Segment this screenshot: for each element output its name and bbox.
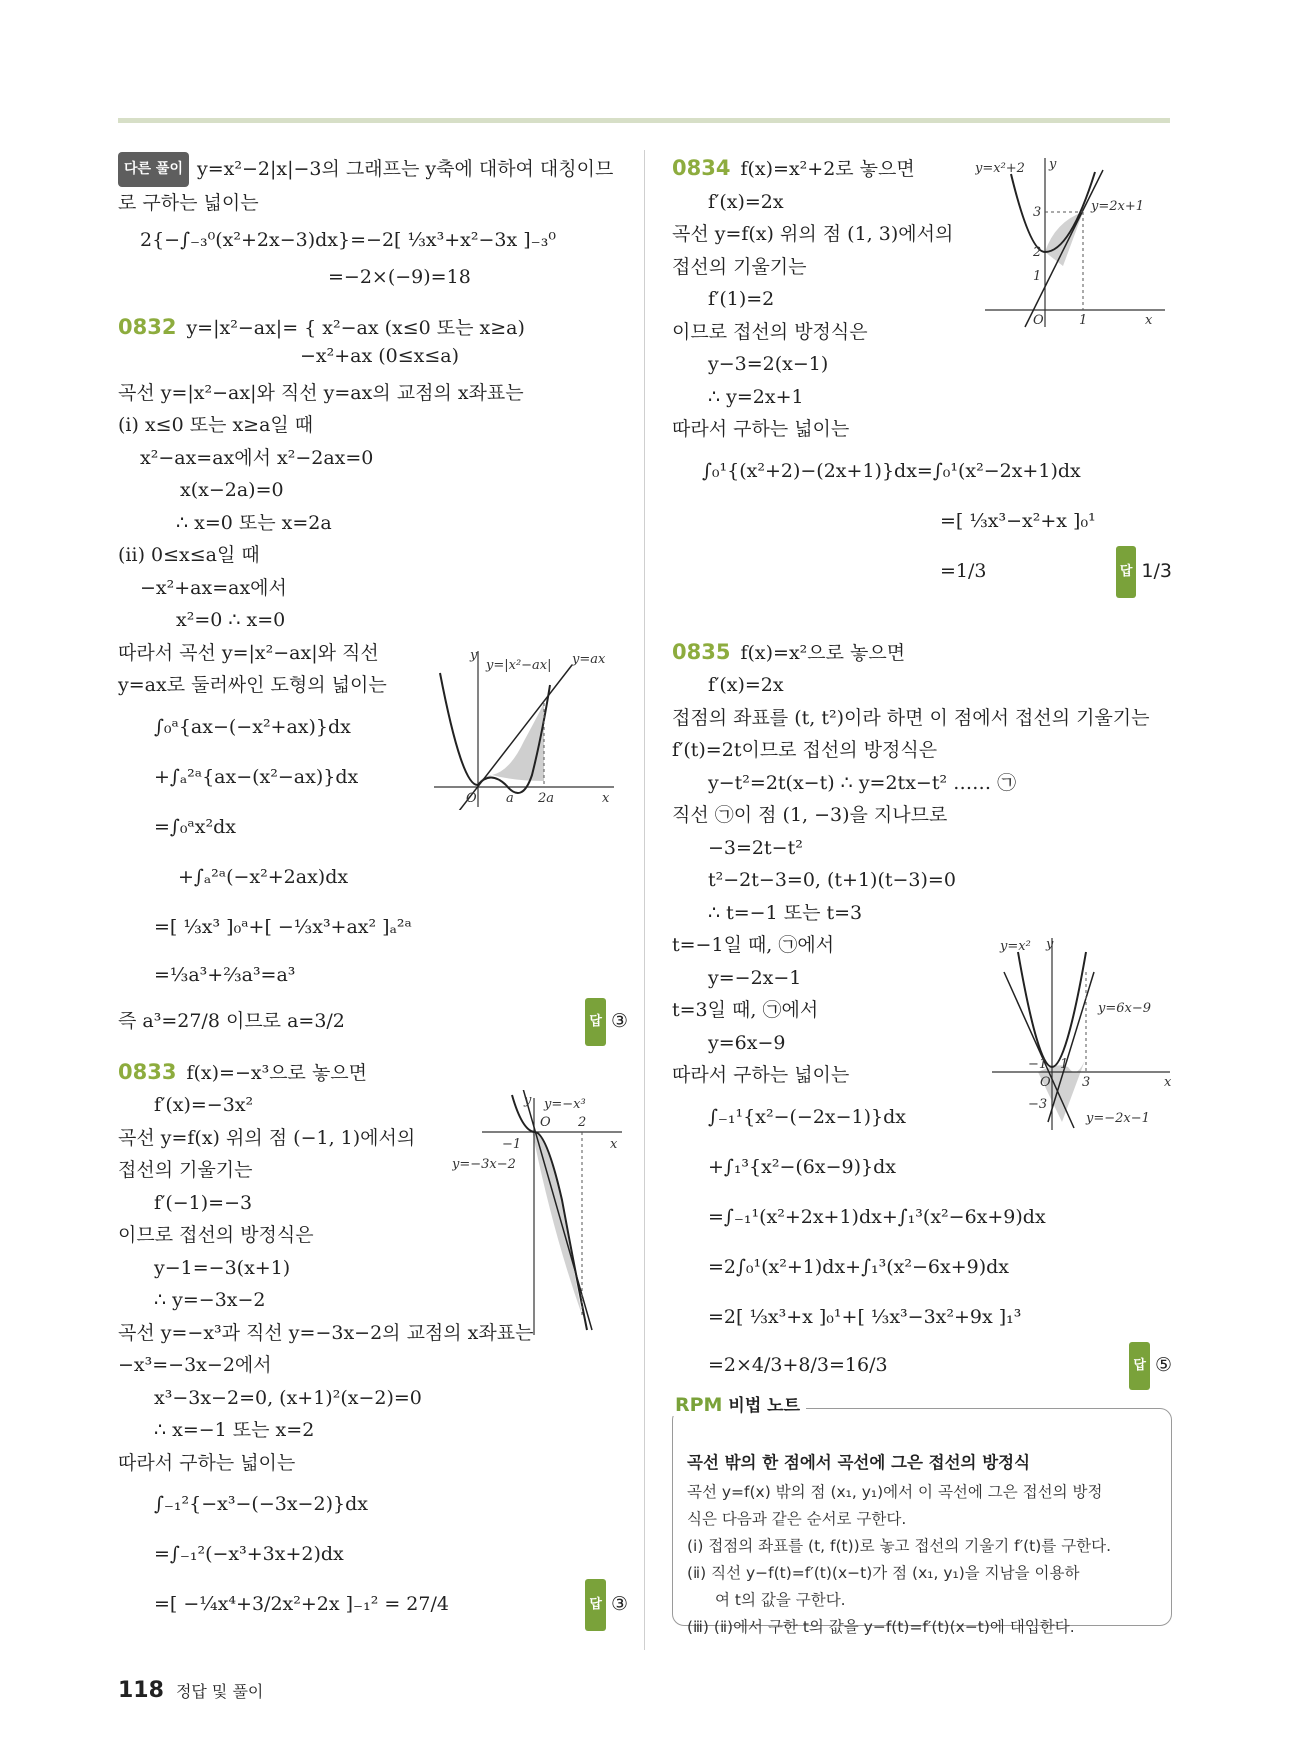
text-line: f′(t)=2t이므로 접선의 방정식은 (672, 739, 938, 761)
problem-number: 0833 (118, 1059, 177, 1084)
tick-2: 2 (578, 1115, 587, 1130)
text-line: 이므로 접선의 방정식은 (118, 1224, 314, 1246)
math-line: ∫₋₁²{−x³−(−3x−2)}dx (154, 1493, 368, 1515)
math-line: +∫₁³{x²−(6x−9)}dx (708, 1155, 896, 1178)
answer: 답 ③ (585, 1579, 628, 1631)
math-line: f′(1)=2 (708, 288, 775, 310)
math-line: y−t²=2t(x−t) ∴ y=2tx−t² …… ㉠ (708, 771, 1017, 794)
tick-3: 3 (1033, 205, 1042, 220)
axis-y-label: y (1046, 937, 1054, 952)
math-line: =[ −¼x⁴+3/2x²+2x ]₋₁² = 27/4 답 ③ (118, 1579, 628, 1629)
page-number: 118 (118, 1678, 164, 1703)
top-rule (118, 118, 1170, 123)
math-line: ∫₀¹{(x²+2)−(2x+1)}dx=∫₀¹(x²−2x+1)dx (702, 459, 1081, 482)
math-line: f′(x)=2x (708, 674, 784, 696)
text-line: 접선의 기울기는 (118, 1159, 253, 1181)
math-line: ∴ x=−1 또는 x=2 (154, 1419, 315, 1441)
note-line: 식은 다음과 같은 순서로 구한다. (687, 1510, 907, 1528)
problem-0834-header: 0834 f(x)=x²+2로 놓으면 (672, 156, 915, 180)
problem-number: 0834 (672, 156, 731, 180)
math-line: f′(−1)=−3 (154, 1191, 253, 1214)
math-line: x²=0 ∴ x=0 (176, 609, 286, 631)
text-line: 따라서 곡선 y=|x²−ax|와 직선 (118, 641, 379, 664)
line-label: y=2x+1 (1091, 199, 1145, 214)
graph-0835 (988, 932, 1178, 1132)
math-line: =⅓a³+⅔a³=a³ (154, 963, 296, 986)
problem-0835-header: 0835 f(x)=x²으로 놓으면 (672, 639, 906, 664)
origin-label: O (540, 1115, 551, 1130)
math-line: ∴ x=0 또는 x=2a (176, 511, 332, 534)
math-line: −3=2t−t² (708, 836, 803, 859)
text-line: 따라서 구하는 넓이는 (672, 1064, 850, 1086)
rpm-note-box (672, 1394, 1172, 1636)
axis-x-label: x (1164, 1075, 1172, 1090)
tick-2: 2 (1033, 245, 1042, 260)
text-line: 이므로 접선의 방정식은 (672, 320, 868, 343)
origin-label: O (466, 791, 477, 806)
answer: 답 1/3 (1116, 546, 1172, 598)
right-column (672, 152, 1172, 1388)
tick-1: 1 (1033, 269, 1042, 284)
math-line: f′(x)=−3x² (154, 1094, 254, 1116)
axis-y-label: y (524, 1093, 532, 1108)
math-line: +∫ₐ²ᵃ{ax−(x²−ax)}dx (154, 765, 359, 788)
note-line: 곡선 y=f(x) 밖의 점 (x₁, y₁)에서 이 곡선에 그은 접선의 방정 (687, 1483, 1103, 1501)
left-column (118, 152, 628, 1629)
tick-3: 3 (1082, 1075, 1091, 1090)
math-line: t²−2t−3=0, (t+1)(t−3)=0 (708, 869, 956, 891)
line-label: y=−3x−2 (452, 1157, 516, 1172)
text-line: (ⅰ) x≤0 또는 x≥a일 때 (118, 414, 314, 436)
text-line: 곡선 y=|x²−ax|와 직선 y=ax의 교점의 x좌표는 (118, 381, 524, 404)
math-line: =2[ ⅓x³+x ]₀¹+[ ⅓x³−3x²+9x ]₁³ (708, 1305, 1022, 1328)
math-line: =[ ⅓x³ ]₀ᵃ+[ −⅓x³+ax² ]ₐ²ᵃ (154, 915, 412, 938)
note-title: 곡선 밖의 한 점에서 곡선에 그은 접선의 방정식 (687, 1453, 1031, 1472)
math-line: x³−3x−2=0, (x+1)²(x−2)=0 (154, 1386, 422, 1409)
text-line: t=3일 때, ㉠에서 (672, 999, 819, 1021)
note-line: 여 t의 값을 구한다. (715, 1591, 846, 1609)
math-line: y−3=2(x−1) (708, 353, 829, 375)
text-line: (ⅱ) 0≤x≤a일 때 (118, 544, 260, 566)
tick-minus3: −3 (1028, 1097, 1048, 1112)
math-line: =2∫₀¹(x²+1)dx+∫₁³(x²−6x+9)dx (708, 1255, 1010, 1278)
math-line: −x³=−3x−2에서 (118, 1354, 272, 1376)
problem-number: 0835 (672, 639, 731, 664)
text-line: 접점의 좌표를 (t, t²)이라 하면 이 점에서 접선의 기울기는 (672, 706, 1150, 729)
note-line: (ⅱ) 직선 y−f(t)=f′(t)(x−t)가 점 (x₁, y₁)을 지남을 이용하 (687, 1564, 1080, 1582)
curve-label: y=x² (1000, 939, 1031, 954)
note-line: (ⅰ) 접점의 좌표를 (t, f(t))로 놓고 접선의 기울기 f′(t)를 구한다. (687, 1537, 1112, 1555)
text-line: 로 구하는 넓이는 (118, 191, 259, 214)
graph-0834 (975, 152, 1170, 332)
text-line: 접선의 기울기는 (672, 255, 807, 278)
problem-0832-header: 0832 y=|x²−ax|= { x²−ax (x≤0 또는 x≥a) (118, 314, 525, 339)
math-line: =−2×(−9)=18 (328, 266, 471, 288)
column-divider (644, 150, 645, 1650)
math-line: =1/3 답 1/3 (672, 546, 1172, 596)
tick-minus1: −1 (502, 1137, 522, 1152)
graph-0833 (452, 1090, 632, 1340)
text-line: 따라서 구하는 넓이는 (118, 1451, 296, 1474)
curve-label: y=|x²−ax| (486, 658, 552, 673)
math-line: ∫₋₁¹{x²−(−2x−1)}dx (708, 1105, 907, 1128)
axis-x-label: x (1145, 313, 1153, 328)
note-header: RPM 비법 노트 (669, 1391, 806, 1416)
math-line: x²−ax=ax에서 x²−2ax=0 (140, 446, 374, 469)
line2-label: y=−2x−1 (1086, 1111, 1150, 1126)
text-line: y=ax로 둘러싸인 도형의 넓이는 (118, 674, 387, 696)
tick-minus1: −1 (1028, 1057, 1048, 1072)
axis-y-label: y (1049, 157, 1057, 172)
tick-2a: 2a (538, 791, 555, 806)
alt-solution-badge: 다른 풀이 (118, 152, 189, 187)
curve-label: y=−x³ (544, 1097, 586, 1112)
graph-0832 (432, 645, 622, 810)
math-line: x(x−2a)=0 (180, 479, 284, 501)
problem-0833-header: 0833 f(x)=−x³으로 놓으면 (118, 1059, 368, 1084)
math-line: =∫₀ᵃx²dx (154, 815, 236, 838)
answer: 답 ⑤ (1129, 1342, 1172, 1390)
alt-solution-line: 다른 풀이 y=x²−2|x|−3의 그래프는 y축에 대하여 대칭이므 (118, 152, 628, 187)
math-line: ∴ y=2x+1 (708, 385, 804, 408)
math-line: f′(x)=2x (708, 190, 784, 213)
curve-label: y=x²+2 (975, 161, 1025, 176)
text-line: 직선 ㉠이 점 (1, −3)을 지나므로 (672, 804, 948, 826)
text-line: 곡선 y=−x³과 직선 y=−3x−2의 교점의 x좌표는 (118, 1321, 534, 1344)
math-line: =∫₋₁²(−x³+3x+2)dx (154, 1543, 344, 1565)
axis-x-label: x (602, 791, 610, 806)
math-line: 2{−∫₋₃⁰(x²+2x−3)dx}=−2[ ⅓x³+x²−3x ]₋₃⁰ (140, 229, 556, 251)
tick-1: 1 (1060, 1057, 1069, 1072)
text-line: 따라서 구하는 넓이는 (672, 418, 850, 440)
page-label: 정답 및 풀이 (175, 1682, 264, 1701)
origin-label: O (1040, 1075, 1051, 1090)
text-line: t=−1일 때, ㉠에서 (672, 934, 835, 956)
answer: 답 ③ (585, 998, 628, 1046)
text-line: 곡선 y=f(x) 위의 점 (1, 3)에서의 (672, 223, 954, 245)
axis-y-label: y (470, 648, 478, 663)
math-line: ∫₀ᵃ{ax−(−x²+ax)}dx (154, 715, 351, 738)
problem-number: 0832 (118, 314, 177, 339)
shaded-region (532, 1130, 582, 1315)
axis-x-label: x (610, 1137, 618, 1152)
math-line: 즉 a³=27/8 이므로 a=3/2 답 ③ (118, 998, 628, 1044)
math-line: −x²+ax=ax에서 (140, 576, 287, 599)
text-line: 곡선 y=f(x) 위의 점 (−1, 1)에서의 (118, 1126, 416, 1149)
math-line: y=6x−9 (708, 1031, 786, 1054)
tick-x1: 1 (1079, 313, 1088, 328)
math-line: −x²+ax (0≤x≤a) (300, 344, 460, 367)
tick-a: a (506, 791, 514, 806)
page-footer (118, 1678, 263, 1703)
math-line: =[ ⅓x³−x²+x ]₀¹ (940, 509, 1096, 532)
math-line: y−1=−3(x+1) (154, 1256, 291, 1279)
math-line: ∴ y=−3x−2 (154, 1289, 266, 1311)
line-label: y=ax (572, 652, 606, 667)
math-line: =∫₋₁¹(x²+2x+1)dx+∫₁³(x²−6x+9)dx (708, 1205, 1046, 1228)
math-line: ∴ t=−1 또는 t=3 (708, 901, 863, 924)
origin-label: O (1033, 313, 1044, 328)
math-line: =2×4/3+8/3=16/3 답 ⑤ (672, 1342, 1172, 1388)
line1-label: y=6x−9 (1098, 1001, 1152, 1016)
math-line: y=−2x−1 (708, 966, 802, 989)
note-line: (ⅲ) (ⅱ)에서 구한 t의 값을 y−f(t)=f′(t)(x−t)에 대입한다. (687, 1618, 1075, 1636)
math-line: +∫ₐ²ᵃ(−x²+2ax)dx (178, 865, 349, 888)
